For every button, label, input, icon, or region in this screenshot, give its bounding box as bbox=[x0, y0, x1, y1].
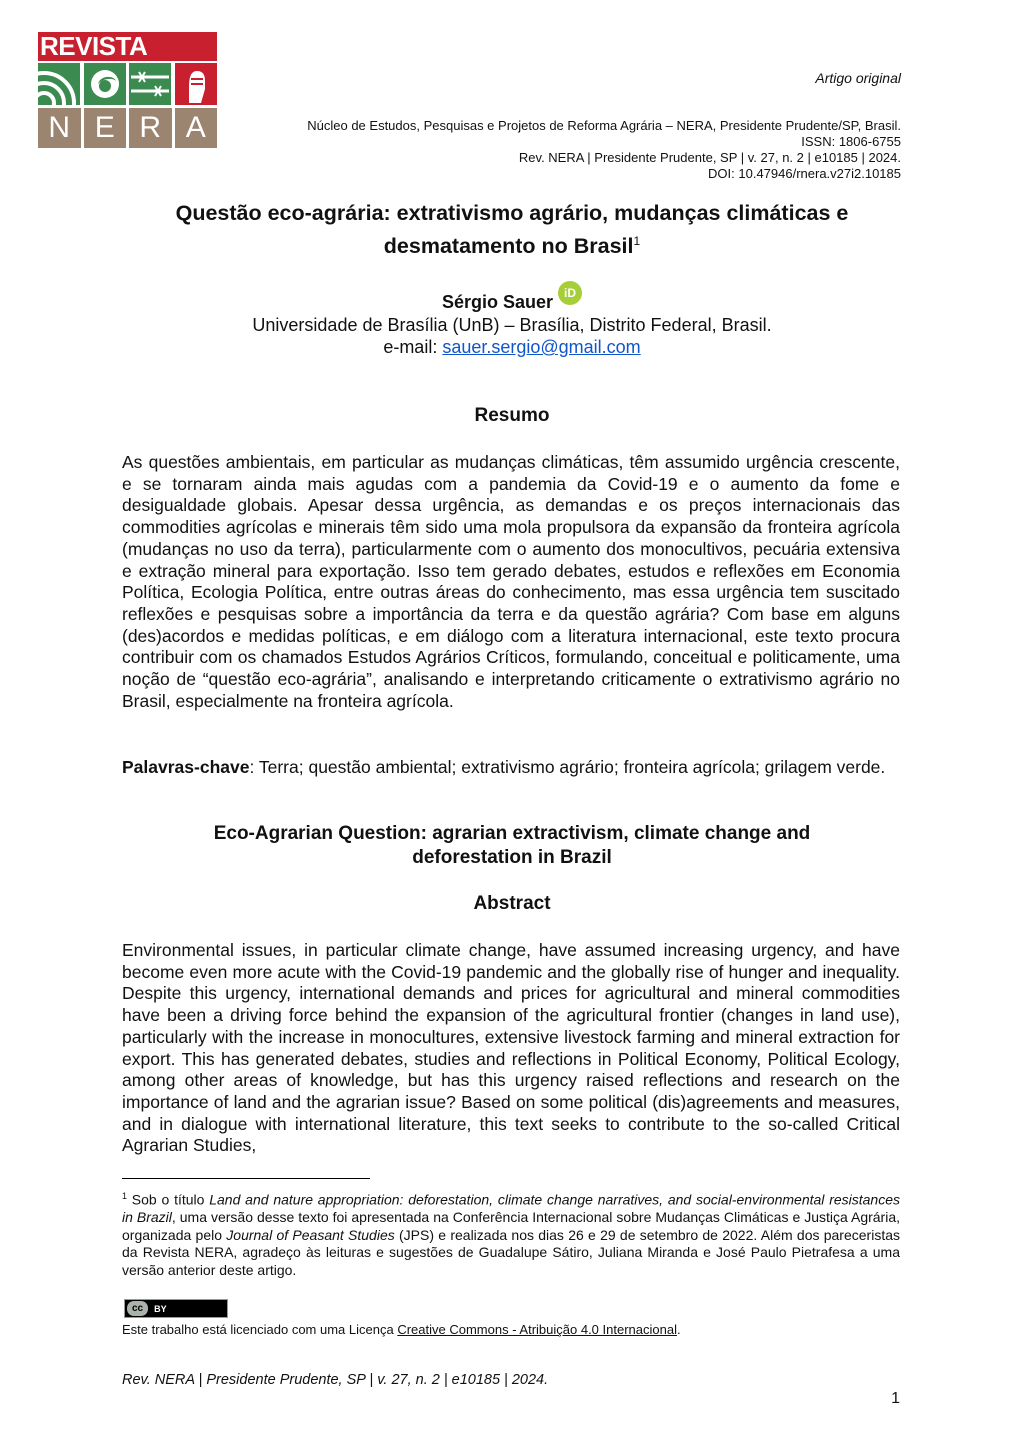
email-label: e-mail: bbox=[383, 337, 443, 357]
logo-letter-a: A bbox=[175, 108, 218, 148]
author-email-line bbox=[120, 336, 904, 358]
license-prefix: Este trabalho está licenciado com uma Licença bbox=[122, 1322, 398, 1337]
logo-letter-n: N bbox=[38, 108, 81, 148]
journal-logo-revista: REVISTA bbox=[38, 32, 217, 61]
footnote-divider bbox=[122, 1178, 370, 1179]
english-title-line-2: deforestation in Brazil bbox=[412, 847, 612, 868]
title-footnote-mark[interactable]: 1 bbox=[633, 234, 641, 248]
article-type: Artigo original bbox=[815, 70, 901, 86]
author-name: Sérgio Sauer bbox=[441, 292, 554, 312]
resumo-text: As questões ambientais, em particular as mudanças climáticas, têm assumido urgência crescente, e se tornaram ainda mais agudas com a pandemia da Covid-19 e o aumento da fome e desigualdade globais. Apesar dessa urgência, as demandas e os preços internacionais das commodities agrícolas e minerais têm sido uma mola propulsora da expansão da fronteira agrícola (mudanças no uso da terra), particularmente com o aumento dos monocultivos, pecuária extensiva e extração mineral para exportação. Isso tem gerado debates, estudos e reflexões em Economia Política, Ecologia Política, entre outras áreas do conhecimento, mas essa urgência tem suscitado reflexões e pesquisas sobre a importância da terra e da questão agrária? Com base em alguns (des)acordos e medidas políticas, e em diálogo com a literatura internacional, este texto procura contribuir com os chamados Estudos Agrários Críticos, formulando, conceitual e politicamente, uma noção de “questão eco-agrária”, analisando e interpretando criticamente o extrativismo agrário no Brasil, especialmente na fronteira agrícola. bbox=[122, 452, 900, 711]
author-block bbox=[120, 286, 904, 358]
footnote-mark: 1 bbox=[122, 1191, 128, 1201]
barbed-wire-logo-icon bbox=[129, 63, 172, 105]
email-link[interactable]: sauer.sergio@gmail.com bbox=[442, 337, 641, 357]
english-title bbox=[120, 822, 904, 870]
license-suffix: . bbox=[676, 1322, 681, 1337]
title-line-2-text: desmatamento no Brasil bbox=[383, 234, 634, 259]
journal-logo-letters bbox=[38, 108, 217, 148]
citation-line: Rev. NERA | Presidente Prudente, SP | v. 27, n. 2 | e10185 | 2024. bbox=[518, 150, 901, 165]
license-line bbox=[122, 1322, 681, 1337]
orcid-icon[interactable]: iD bbox=[558, 281, 582, 305]
institution-line: Núcleo de Estudos, Pesquisas e Projetos de Reforma Agrária – NERA, Presidente Prudente/SP, Brasil. bbox=[307, 118, 901, 133]
by-icon: BY bbox=[154, 1303, 167, 1314]
english-title-line-1: Eco-Agrarian Question: agrarian extractivism, climate change and bbox=[213, 823, 811, 844]
abstract-heading: Abstract bbox=[473, 893, 551, 914]
title-line-1: Questão eco-agrária: extrativismo agrário, mudanças climáticas e bbox=[175, 201, 849, 225]
footnote-italic-journal: Journal of Peasant Studies bbox=[226, 1226, 395, 1243]
footnote-text-2: , uma versão desse texto foi apresentada na Conferência Internacional sobre Mudanças Climáticas e Justiça Agrária, organizada pelo bbox=[122, 1209, 901, 1243]
footnote-1 bbox=[122, 1188, 900, 1280]
footnote-italic-title: Land and nature appropriation: deforestation, climate change narratives, and social-environmental resistances in Brazil bbox=[122, 1191, 900, 1226]
keywords-list: : Terra; questão ambiental; extrativismo agrário; fronteira agrícola; grilagem verde. bbox=[249, 757, 886, 777]
wave-logo-icon bbox=[38, 63, 81, 105]
seed-logo-icon bbox=[84, 63, 127, 105]
footnote-text-1: Sob o título bbox=[127, 1191, 210, 1208]
footnote-text-3: (JPS) e realizada nos dias 26 e 29 de setembro de 2022. Além dos pareceristas da Revista NERA, agradeço às leituras e sugestões de Guadalupe Sátiro, Juliana Miranda e José Paulo Pietrafesa a uma versão anterior deste artigo. bbox=[122, 1226, 900, 1279]
keywords bbox=[122, 757, 900, 779]
doi-line: DOI: 10.47946/rnera.v27i2.10185 bbox=[708, 166, 901, 181]
article-title bbox=[120, 199, 904, 260]
abstract-text: Environmental issues, in particular climate change, have assumed increasing urgency, and have become even more acute with the Covid-19 pandemic and the globally rise of hunger and inequality. Despite this urgency, international demands and prices for agricultural and mineral commodities have been a driving force behind the expansion of the agricultural frontier (changes in land use), particularly with the increase in monocultures, extensive livestock farming and mineral extraction for export. This has generated debates, studies and reflections in Political Economy, Political Ecology, among other areas of knowledge, but has this urgency raised reflections and research on the importance of land and the agrarian issue? Based on some political (dis)agreements and measures, and in dialogue with international literature, this text seeks to contribute to the so-called Critical Agrarian Studies, bbox=[122, 940, 900, 1156]
logo-letter-r: R bbox=[129, 108, 172, 148]
title-line-2 bbox=[120, 227, 904, 260]
raised-fist-logo-icon bbox=[175, 63, 218, 105]
author-affiliation: Universidade de Brasília (UnB) – Brasília, Distrito Federal, Brasil. bbox=[252, 315, 772, 335]
license-link[interactable]: Creative Commons - Atribuição 4.0 Internacional bbox=[397, 1322, 677, 1337]
journal-logo-icons bbox=[38, 63, 217, 105]
cc-icon: cc bbox=[127, 1301, 148, 1316]
logo-letter-e: E bbox=[84, 108, 127, 148]
keywords-label: Palavras-chave bbox=[122, 757, 250, 777]
page-number: 1 bbox=[891, 1390, 900, 1407]
cc-by-badge[interactable] bbox=[124, 1299, 228, 1318]
issn-line: ISSN: 1806-6755 bbox=[801, 134, 901, 149]
footer-citation: Rev. NERA | Presidente Prudente, SP | v. 27, n. 2 | e10185 | 2024. bbox=[122, 1372, 549, 1388]
resumo-heading: Resumo bbox=[474, 405, 550, 426]
